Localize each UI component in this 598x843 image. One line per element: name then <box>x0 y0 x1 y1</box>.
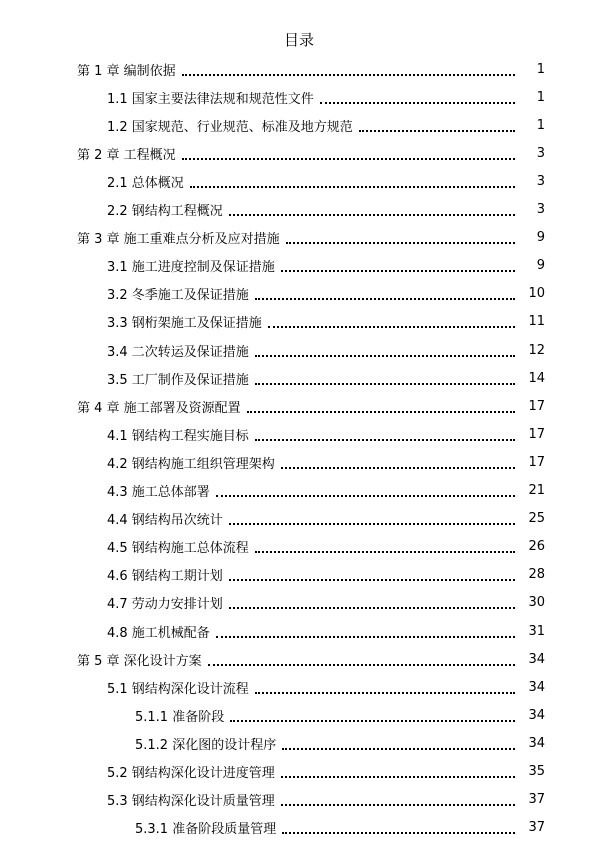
toc-dot-leader <box>281 803 515 806</box>
toc-entry-page-number: 1 <box>536 117 545 133</box>
toc-entry-page-number: 37 <box>528 792 545 808</box>
toc-entry-page-number: 3 <box>536 202 545 217</box>
toc-entry-page-number: 17 <box>528 454 545 470</box>
toc-entry-page-number: 31 <box>528 623 545 639</box>
toc-entry-title: 1.1 国家主要法律法规和规范性文件 <box>107 91 314 107</box>
toc-entry[interactable] <box>0 392 598 420</box>
toc-entry-title: 1.2 国家规范、行业规范、标准及地方规范 <box>107 119 353 135</box>
toc-entry[interactable] <box>0 308 598 336</box>
toc-entry-page-number: 9 <box>536 258 545 274</box>
toc-entry-page-number: 17 <box>528 426 545 442</box>
toc-entry-title: 3.4 二次转运及保证措施 <box>107 344 249 360</box>
toc-entry-title: 4.2 钢结构施工组织管理架构 <box>107 456 275 472</box>
toc-dot-leader <box>182 73 515 76</box>
toc-entry-title: 2.1 总体概况 <box>107 175 184 191</box>
toc-entry-title: 4.4 钢结构吊次统计 <box>107 513 223 529</box>
toc-entry[interactable] <box>0 617 598 645</box>
toc-dot-leader <box>229 522 515 525</box>
toc-dot-leader <box>255 382 515 385</box>
toc-entry-title: 5.3 钢结构深化设计质量管理 <box>107 794 275 810</box>
toc-dot-leader <box>320 101 515 104</box>
toc-entry-page-number: 1 <box>536 89 545 105</box>
toc-entry-title: 4.6 钢结构工期计划 <box>107 569 223 585</box>
toc-entry-page-number: 35 <box>528 764 545 779</box>
toc-dot-leader <box>255 354 515 357</box>
toc-entry-page-number: 21 <box>528 483 545 498</box>
toc-entry-page-number: 28 <box>528 567 545 583</box>
toc-entry[interactable] <box>0 589 598 617</box>
toc-entry[interactable] <box>0 252 598 280</box>
toc-entry-title: 4.7 劳动力安排计划 <box>107 597 223 613</box>
toc-dot-leader <box>281 466 515 469</box>
toc-entry[interactable] <box>0 280 598 308</box>
toc-entry-page-number: 1 <box>536 61 545 77</box>
toc-dot-leader <box>255 297 515 300</box>
toc-entry-title: 第 2 章 工程概况 <box>77 147 176 163</box>
toc-entry[interactable] <box>0 673 598 701</box>
toc-entry-page-number: 34 <box>528 651 545 667</box>
toc-entry-title: 5.3.1 准备阶段质量管理 <box>135 822 277 838</box>
toc-entry-page-number: 14 <box>528 370 545 386</box>
toc-dot-leader <box>182 157 515 160</box>
toc-entry-page-number: 34 <box>528 679 545 695</box>
toc-entry-title: 3.2 冬季施工及保证措施 <box>107 288 249 304</box>
toc-dot-leader <box>255 691 515 694</box>
toc-entry-title: 3.5 工厂制作及保证措施 <box>107 372 249 388</box>
toc-entry-title: 3.3 钢桁架施工及保证措施 <box>107 316 262 332</box>
toc-entry[interactable] <box>0 364 598 392</box>
toc-dot-leader <box>359 129 515 132</box>
toc-entry[interactable] <box>0 336 598 364</box>
toc-entry-page-number: 17 <box>528 398 545 414</box>
page-title: 目录 <box>283 31 314 49</box>
toc-dot-leader <box>229 578 515 581</box>
toc-dot-leader <box>286 241 515 244</box>
toc-entry-title: 5.1 钢结构深化设计流程 <box>107 681 249 697</box>
toc-entry-title: 4.1 钢结构工程实施目标 <box>107 428 249 444</box>
toc-entry[interactable] <box>0 224 598 252</box>
toc-entry[interactable] <box>0 701 598 729</box>
toc-entry[interactable] <box>0 645 598 673</box>
toc-dot-leader <box>230 719 515 722</box>
toc-entry-page-number: 3 <box>536 145 545 161</box>
toc-entry-page-number: 37 <box>528 820 545 836</box>
toc-entry[interactable] <box>0 167 598 195</box>
toc-entry-page-number: 3 <box>536 173 545 189</box>
toc-entry-page-number: 11 <box>528 314 545 330</box>
toc-entry-page-number: 9 <box>536 230 545 246</box>
toc-entry[interactable] <box>0 196 598 224</box>
toc-entry-title: 5.2 钢结构深化设计进度管理 <box>107 766 275 781</box>
toc-entry[interactable] <box>0 814 598 842</box>
toc-entry[interactable] <box>0 477 598 505</box>
toc-entry[interactable] <box>0 111 598 139</box>
toc-entry-title: 4.5 钢结构施工总体流程 <box>107 541 249 557</box>
toc-entry-page-number: 34 <box>528 735 545 751</box>
toc-dot-leader <box>281 269 515 272</box>
toc-dot-leader <box>255 550 515 553</box>
toc-dot-leader <box>282 747 515 750</box>
toc-entry-title: 5.1.1 准备阶段 <box>135 709 225 725</box>
toc-entry-title: 5.1.2 深化图的设计程序 <box>135 737 277 753</box>
toc-dot-leader <box>255 438 515 441</box>
toc-dot-leader <box>268 325 515 328</box>
toc-entry-page-number: 25 <box>528 511 545 527</box>
toc-dot-leader <box>190 185 515 188</box>
toc-entry-title: 4.8 施工机械配备 <box>107 625 210 641</box>
toc-entry[interactable] <box>0 448 598 476</box>
toc-entry[interactable] <box>0 83 598 111</box>
toc-dot-leader <box>281 775 515 778</box>
toc-entry-page-number: 30 <box>528 595 545 611</box>
toc-entry[interactable] <box>0 139 598 167</box>
toc-dot-leader <box>208 663 515 666</box>
toc-entry[interactable] <box>0 420 598 448</box>
toc-dot-leader <box>216 635 515 638</box>
toc-entry-title: 第 4 章 施工部署及资源配置 <box>77 400 241 416</box>
toc-entry-page-number: 26 <box>528 539 545 555</box>
toc-entry-page-number: 12 <box>528 342 545 358</box>
toc-entry-title: 第 5 章 深化设计方案 <box>77 653 202 669</box>
toc-entry-title: 2.2 钢结构工程概况 <box>107 204 223 219</box>
toc-entry[interactable] <box>0 561 598 589</box>
toc-dot-leader <box>282 831 515 834</box>
toc-dot-leader <box>247 410 515 413</box>
toc-dot-leader <box>216 494 515 497</box>
toc-entry[interactable] <box>0 533 598 561</box>
toc-entry-title: 4.3 施工总体部署 <box>107 485 210 500</box>
toc-entry[interactable] <box>0 786 598 814</box>
toc-entry[interactable] <box>0 729 598 757</box>
toc-entry[interactable] <box>0 758 598 786</box>
toc-entry-title: 3.1 施工进度控制及保证措施 <box>107 260 275 276</box>
toc-entry-title: 第 3 章 施工重难点分析及应对措施 <box>77 232 280 248</box>
toc-entry-title: 第 1 章 编制依据 <box>77 63 176 79</box>
toc-entry-page-number: 10 <box>528 286 545 302</box>
toc-entry-page-number: 34 <box>528 707 545 723</box>
toc-entry[interactable] <box>0 55 598 83</box>
toc-dot-leader <box>229 213 515 216</box>
toc-dot-leader <box>229 606 515 609</box>
toc-entry[interactable] <box>0 505 598 533</box>
